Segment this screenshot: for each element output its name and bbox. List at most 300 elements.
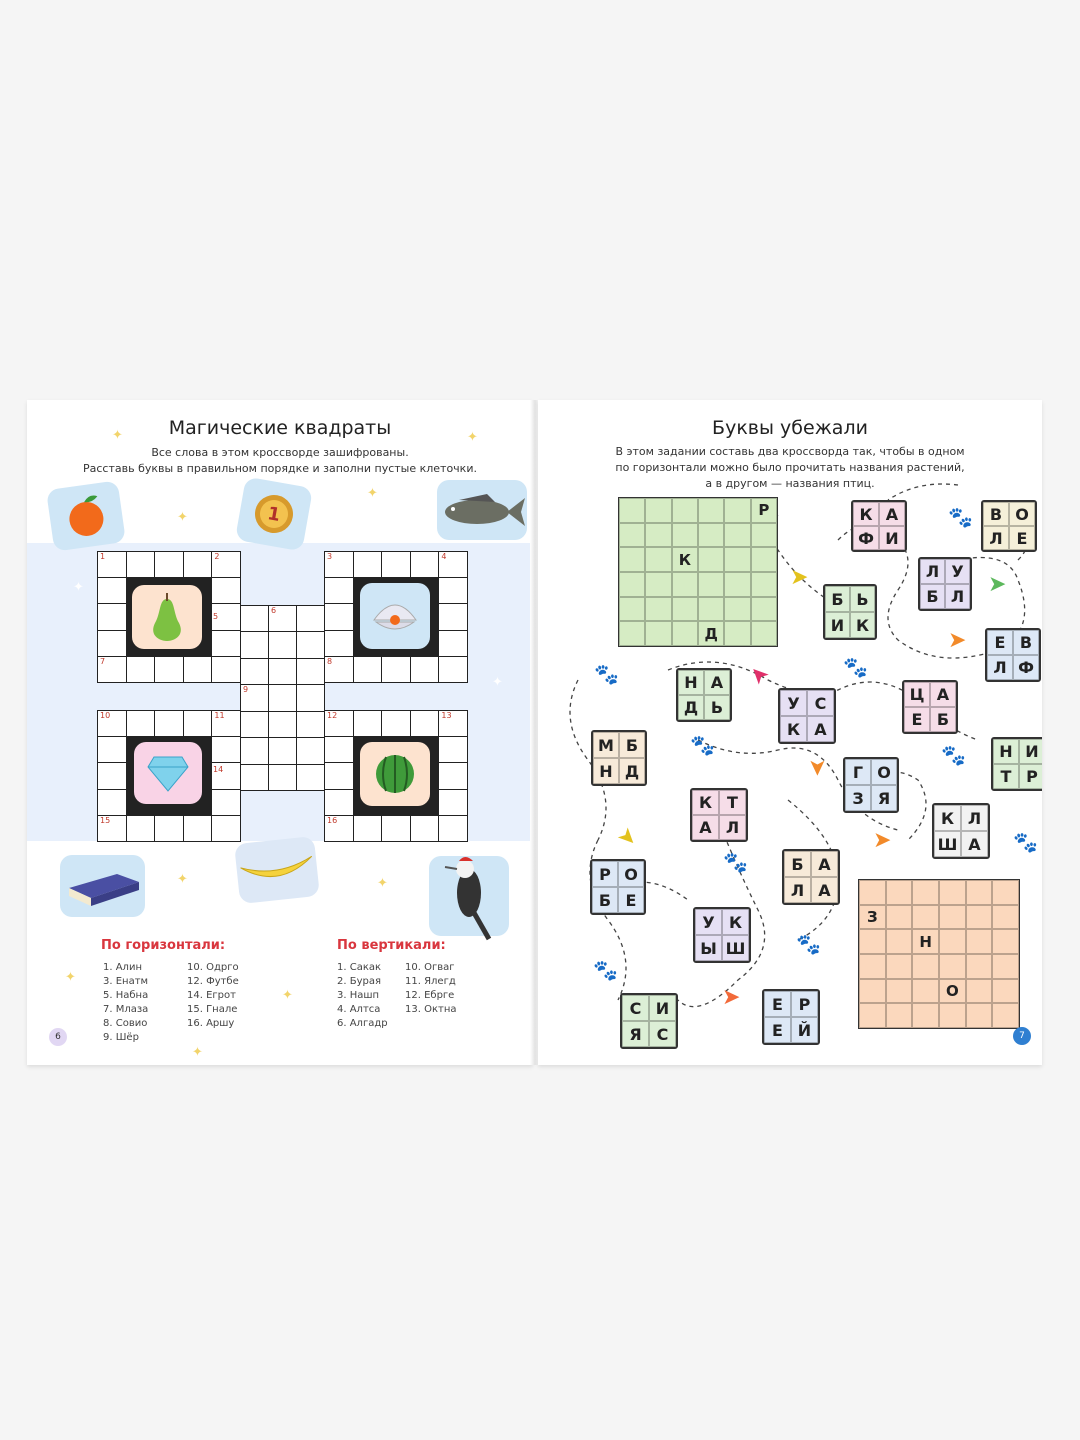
grid-cell[interactable] <box>939 1003 966 1028</box>
tile-letter: Б <box>592 887 618 913</box>
grid-cell[interactable] <box>992 979 1019 1004</box>
tile-letter: Е <box>618 887 644 913</box>
star-icon: ✦ <box>467 430 478 445</box>
grid-cell[interactable] <box>992 929 1019 954</box>
grid-cell[interactable] <box>939 954 966 979</box>
tile-letter: Г <box>845 759 871 785</box>
grid-cell[interactable] <box>859 979 886 1004</box>
grid-cell[interactable] <box>859 929 886 954</box>
crossword-cell[interactable] <box>155 552 183 577</box>
crossword-cell[interactable] <box>325 578 353 603</box>
grid-cell[interactable] <box>912 954 939 979</box>
tile-letter: А <box>704 670 730 695</box>
grid-cell[interactable] <box>645 523 671 548</box>
paw-icon: 🐾 <box>1013 830 1038 854</box>
left-page <box>27 400 533 1065</box>
crossword-cell[interactable] <box>297 659 324 684</box>
grid-cell[interactable] <box>724 572 750 597</box>
right-subtitle-1: В этом задании составь два кроссворда так, чтобы в одном <box>615 445 965 458</box>
grid-cell[interactable] <box>912 905 939 930</box>
crossword-cell[interactable]: 13 <box>439 711 467 736</box>
crossword-cell[interactable] <box>269 765 296 790</box>
grid-cell[interactable] <box>966 880 993 905</box>
star-icon: ✦ <box>73 580 84 595</box>
grid-cell[interactable] <box>724 498 750 523</box>
tile-letter: Е <box>764 1017 791 1043</box>
tile-letter: Н <box>993 739 1019 764</box>
vertical-clues-title: По вертикали: <box>337 938 446 953</box>
tile-letter: С <box>807 690 834 716</box>
tile-letter: В <box>1013 630 1039 655</box>
star-icon: ✦ <box>377 876 388 891</box>
clue-item: 11. Ялегд <box>405 976 456 987</box>
pear-picture <box>132 585 202 649</box>
tile-letter: Е <box>904 707 930 732</box>
tile-letter: В <box>983 502 1009 526</box>
crossword-cell[interactable] <box>269 712 296 737</box>
medal-number: 1 <box>266 502 282 526</box>
tile-letter: Т <box>719 790 746 815</box>
crossword-cell[interactable]: 8 <box>325 657 353 682</box>
plants-grid <box>618 497 778 647</box>
crossword-cell[interactable] <box>155 657 183 682</box>
grid-cell[interactable] <box>886 929 913 954</box>
crossword-cell[interactable] <box>212 578 240 603</box>
page-number: 7 <box>1013 1027 1031 1045</box>
tile-letter: Л <box>961 805 988 831</box>
grid-cell[interactable] <box>939 929 966 954</box>
grid-cell[interactable] <box>886 905 913 930</box>
star-icon: ✦ <box>492 675 503 690</box>
paw-icon: 🐾 <box>723 850 748 874</box>
crossword-cell[interactable] <box>155 816 183 841</box>
crossword-cell[interactable] <box>382 552 410 577</box>
tile-letter: А <box>811 877 838 903</box>
crossword-cell[interactable] <box>354 816 382 841</box>
clue-item: 7. Млаза <box>103 1004 149 1015</box>
vertical-clues-col1 <box>337 961 388 1031</box>
crossword-cell[interactable] <box>98 763 126 788</box>
bird-track-icon: ➤ <box>873 828 892 853</box>
crossword-cell[interactable] <box>155 711 183 736</box>
paw-icon: 🐾 <box>594 662 619 686</box>
tile-letter: Б <box>825 586 850 612</box>
crossword-cell[interactable] <box>269 738 296 763</box>
bird-track-icon: ➤ <box>611 822 643 853</box>
paw-icon: 🐾 <box>593 958 618 982</box>
star-icon: ✦ <box>177 872 188 887</box>
tile-letter: Б <box>619 732 645 758</box>
orange-picture <box>46 480 126 551</box>
letter-tile[interactable] <box>693 907 751 963</box>
grid-cell[interactable]: О <box>939 979 966 1004</box>
tile-letter: М <box>593 732 619 758</box>
crossword-cell[interactable] <box>354 552 382 577</box>
grid-cell[interactable] <box>966 905 993 930</box>
crossword-cell[interactable] <box>411 552 439 577</box>
grid-cell[interactable] <box>724 523 750 548</box>
clue-item: 12. Футбе <box>187 976 239 987</box>
left-page-title: Магические квадраты <box>168 417 392 439</box>
horizontal-clues-title: По горизонтали: <box>101 938 226 953</box>
star-icon: ✦ <box>192 1045 203 1060</box>
book-spread <box>27 400 1053 1076</box>
crossword-cell[interactable]: 16 <box>325 816 353 841</box>
crossword-cell[interactable] <box>382 657 410 682</box>
grid-cell[interactable] <box>992 954 1019 979</box>
tile-letter: У <box>780 690 807 716</box>
grid-cell[interactable] <box>751 621 777 646</box>
paw-icon: 🐾 <box>948 505 973 529</box>
clue-item: 6. Алгадр <box>337 1018 388 1029</box>
right-subtitle-2: по горизонтали можно было прочитать названия растений, <box>615 461 965 474</box>
crossword-cell[interactable] <box>411 657 439 682</box>
diamond-picture <box>134 742 202 804</box>
crossword-cell[interactable] <box>325 763 353 788</box>
crossword-cell[interactable] <box>297 765 324 790</box>
grid-cell[interactable] <box>698 523 724 548</box>
grid-cell[interactable]: З <box>859 905 886 930</box>
grid-cell[interactable] <box>966 929 993 954</box>
grid-cell[interactable] <box>645 547 671 572</box>
crossword-cell[interactable] <box>98 737 126 762</box>
tile-letter: Ш <box>722 935 749 961</box>
shell-pearl-picture <box>360 583 430 649</box>
crossword-cell[interactable] <box>241 632 268 657</box>
crossword-cell[interactable] <box>269 632 296 657</box>
grid-cell[interactable] <box>724 547 750 572</box>
tile-letter: И <box>1019 739 1042 764</box>
tile-letter: Л <box>719 815 746 840</box>
grid-number-5: 5 <box>213 612 219 621</box>
grid-cell[interactable] <box>619 572 645 597</box>
grid-cell[interactable] <box>992 905 1019 930</box>
grid-cell[interactable] <box>912 880 939 905</box>
right-page-title: Буквы убежали <box>712 417 868 439</box>
grid-cell[interactable] <box>645 621 671 646</box>
grid-cell[interactable]: Р <box>751 498 777 523</box>
grid-cell[interactable] <box>939 880 966 905</box>
crossword-cell[interactable] <box>439 604 467 629</box>
crossword-cell[interactable] <box>212 816 240 841</box>
crossword-cell[interactable]: 12 <box>325 711 353 736</box>
grid-cell[interactable] <box>619 523 645 548</box>
tile-letter: А <box>807 716 834 742</box>
tile-letter: Н <box>678 670 704 695</box>
crossword-cell[interactable] <box>212 657 240 682</box>
crossword-cell[interactable]: 10 <box>98 711 126 736</box>
fish-picture <box>437 480 527 540</box>
banana-picture <box>234 836 320 904</box>
grid-cell[interactable] <box>672 621 698 646</box>
paw-icon: 🐾 <box>843 655 868 679</box>
grid-cell[interactable] <box>698 498 724 523</box>
tile-letter: Л <box>784 877 811 903</box>
clue-item: 10. Одрго <box>187 962 239 973</box>
crossword-cell[interactable] <box>98 790 126 815</box>
grid-cell[interactable] <box>859 880 886 905</box>
crossword-cell[interactable] <box>439 737 467 762</box>
star-icon: ✦ <box>65 970 76 985</box>
left-subtitle-2: Расставь буквы в правильном порядке и заполни пустые клеточки. <box>83 462 477 475</box>
tile-letter: Б <box>930 707 956 732</box>
tile-letter: К <box>850 612 875 638</box>
horizontal-clues-col2 <box>187 961 239 1031</box>
crossword-cell[interactable] <box>127 711 155 736</box>
grid-cell[interactable] <box>645 597 671 622</box>
letter-tile[interactable] <box>690 788 748 842</box>
letter-tile[interactable] <box>620 993 678 1049</box>
crossword-cell[interactable] <box>269 685 296 710</box>
star-icon: ✦ <box>367 486 378 501</box>
crossword-cell[interactable] <box>325 790 353 815</box>
crossword-cell[interactable] <box>297 606 324 631</box>
crossword-cell[interactable] <box>297 632 324 657</box>
crossword-cell[interactable] <box>212 737 240 762</box>
bird-track-icon: ➤ <box>804 758 830 777</box>
letter-tile[interactable] <box>981 500 1037 552</box>
tile-letter: И <box>879 526 905 550</box>
bird-track-icon: ➤ <box>988 572 1007 597</box>
grid-cell[interactable]: Д <box>698 621 724 646</box>
grid-cell[interactable] <box>724 621 750 646</box>
tile-letter: Н <box>593 758 619 784</box>
paw-icon: 🐾 <box>941 743 966 767</box>
tile-letter: З <box>845 785 871 811</box>
crossword-cell[interactable] <box>382 816 410 841</box>
crossword-cell[interactable] <box>269 659 296 684</box>
grid-number-14: 14 <box>213 765 224 774</box>
tile-letter: Л <box>983 526 1009 550</box>
grid-cell[interactable] <box>672 597 698 622</box>
tile-letter: У <box>695 909 722 935</box>
grid-cell[interactable] <box>912 979 939 1004</box>
clue-item: 8. Совио <box>103 1018 148 1029</box>
letter-tile[interactable] <box>902 680 958 734</box>
letter-tile[interactable] <box>843 757 899 813</box>
crossword-cell[interactable] <box>297 685 324 710</box>
grid-cell[interactable]: Н <box>912 929 939 954</box>
crossword-cell[interactable] <box>439 657 467 682</box>
bird-track-icon: ➤ <box>948 628 967 653</box>
crossword-cell[interactable] <box>297 738 324 763</box>
tile-letter: Л <box>987 655 1013 680</box>
grid-cell[interactable] <box>619 547 645 572</box>
tile-letter: О <box>618 861 644 887</box>
crossword-block-center <box>240 605 325 791</box>
crossword-cell[interactable] <box>184 657 212 682</box>
crossword-cell[interactable] <box>212 631 240 656</box>
right-page <box>538 400 1042 1065</box>
letter-tile[interactable] <box>918 557 972 611</box>
crossword-cell[interactable] <box>439 631 467 656</box>
bird-track-icon: ➤ <box>743 659 775 690</box>
clue-item: 13. Октна <box>405 1004 457 1015</box>
crossword-cell[interactable]: 6 <box>269 606 296 631</box>
tile-letter: Р <box>592 861 618 887</box>
tile-letter: Е <box>987 630 1013 655</box>
tile-letter: Б <box>920 584 945 609</box>
clue-item: 1. Алин <box>103 962 142 973</box>
tile-letter: Д <box>678 695 704 720</box>
letter-tile[interactable] <box>932 803 990 859</box>
tile-letter: С <box>649 1021 676 1047</box>
crossword-cell[interactable] <box>241 765 268 790</box>
grid-cell[interactable] <box>724 597 750 622</box>
grid-cell[interactable] <box>992 880 1019 905</box>
letter-tile[interactable] <box>591 730 647 786</box>
tile-letter: Е <box>1009 526 1035 550</box>
tile-letter: Ф <box>853 526 879 550</box>
tile-letter: А <box>692 815 719 840</box>
grid-cell[interactable] <box>939 905 966 930</box>
crossword-cell[interactable] <box>184 711 212 736</box>
grid-cell[interactable] <box>859 954 886 979</box>
crossword-cell[interactable] <box>98 631 126 656</box>
crossword-cell[interactable] <box>241 712 268 737</box>
crossword-cell[interactable] <box>212 790 240 815</box>
page-number: 6 <box>49 1028 67 1046</box>
crossword-cell[interactable] <box>98 604 126 629</box>
crossword-cell[interactable]: 9 <box>241 685 268 710</box>
crossword-cell[interactable]: 2 <box>212 552 240 577</box>
tile-letter: Ш <box>934 831 961 857</box>
grid-cell[interactable] <box>672 523 698 548</box>
crossword-cell[interactable] <box>98 578 126 603</box>
tile-letter: А <box>930 682 956 707</box>
crossword-cell[interactable] <box>354 657 382 682</box>
crossword-cell[interactable] <box>127 816 155 841</box>
grid-cell[interactable] <box>859 1003 886 1028</box>
letter-tile[interactable] <box>676 668 732 722</box>
letter-tile[interactable] <box>590 859 646 915</box>
crossword-cell[interactable] <box>354 711 382 736</box>
crossword-cell[interactable] <box>127 552 155 577</box>
grid-cell[interactable] <box>886 1003 913 1028</box>
tile-letter: Л <box>920 559 945 584</box>
letter-tile[interactable] <box>991 737 1042 791</box>
crossword-cell[interactable] <box>184 552 212 577</box>
letter-tile[interactable] <box>782 849 840 905</box>
grid-cell[interactable] <box>698 547 724 572</box>
tile-letter: Р <box>1019 764 1042 789</box>
grid-cell[interactable] <box>645 572 671 597</box>
crossword-cell[interactable] <box>439 578 467 603</box>
crossword-cell[interactable]: 11 <box>212 711 240 736</box>
grid-cell[interactable] <box>992 1003 1019 1028</box>
tile-letter: К <box>692 790 719 815</box>
paw-icon: 🐾 <box>796 932 821 956</box>
crossword-cell[interactable] <box>325 604 353 629</box>
clue-item: 12. Ебрге <box>405 990 455 1001</box>
crossword-cell[interactable] <box>184 816 212 841</box>
clue-item: 3. Нашп <box>337 990 380 1001</box>
crossword-cell[interactable] <box>127 657 155 682</box>
tile-letter: Б <box>784 851 811 877</box>
crossword-cell[interactable]: 4 <box>439 552 467 577</box>
grid-cell[interactable] <box>698 597 724 622</box>
tile-letter: К <box>722 909 749 935</box>
clue-item: 2. Бурая <box>337 976 381 987</box>
grid-cell[interactable] <box>619 498 645 523</box>
grid-cell[interactable] <box>698 572 724 597</box>
grid-cell[interactable] <box>751 572 777 597</box>
letter-tile[interactable] <box>851 500 907 552</box>
tile-letter: Я <box>871 785 897 811</box>
grid-cell[interactable] <box>751 523 777 548</box>
vertical-clues-col2 <box>405 961 456 1017</box>
tile-letter: Л <box>945 584 970 609</box>
grid-cell[interactable] <box>886 954 913 979</box>
crossword-cell[interactable]: 15 <box>98 816 126 841</box>
bird-track-icon: ➤ <box>722 985 741 1010</box>
tile-letter: Ц <box>904 682 930 707</box>
grid-cell[interactable] <box>751 547 777 572</box>
grid-cell[interactable] <box>619 597 645 622</box>
tile-letter: А <box>879 502 905 526</box>
clue-item: 9. Шёр <box>103 1032 139 1043</box>
grid-cell[interactable] <box>672 572 698 597</box>
crossword-cell[interactable] <box>439 816 467 841</box>
crossword-cell[interactable] <box>439 763 467 788</box>
medal-picture <box>235 477 313 552</box>
crossword-cell[interactable]: 1 <box>98 552 126 577</box>
grid-cell[interactable] <box>619 621 645 646</box>
clue-item: 10. Огваг <box>405 962 455 973</box>
grid-cell[interactable] <box>751 597 777 622</box>
tile-letter: А <box>961 831 988 857</box>
crossword-cell[interactable] <box>241 659 268 684</box>
letter-tile[interactable] <box>985 628 1041 682</box>
crossword-cell[interactable] <box>241 606 268 631</box>
letter-tile[interactable] <box>823 584 877 640</box>
clue-item: 3. Енатм <box>103 976 149 987</box>
tile-letter: О <box>871 759 897 785</box>
grid-cell[interactable]: К <box>672 547 698 572</box>
tile-letter: Д <box>619 758 645 784</box>
crossword-cell[interactable] <box>439 790 467 815</box>
tile-letter: Й <box>791 1017 818 1043</box>
crossword-cell[interactable]: 3 <box>325 552 353 577</box>
clue-item: 1. Сакак <box>337 962 382 973</box>
grid-cell[interactable] <box>966 979 993 1004</box>
tile-letter: Ь <box>704 695 730 720</box>
grid-cell[interactable] <box>672 498 698 523</box>
tile-letter: И <box>825 612 850 638</box>
crossword-cell[interactable]: 7 <box>98 657 126 682</box>
grid-cell[interactable] <box>886 979 913 1004</box>
crossword-cell[interactable] <box>382 711 410 736</box>
grid-cell[interactable] <box>886 880 913 905</box>
crossword-cell[interactable] <box>241 738 268 763</box>
birds-grid <box>858 879 1020 1029</box>
crossword-cell[interactable] <box>325 631 353 656</box>
crossword-cell[interactable] <box>297 712 324 737</box>
tile-letter: О <box>1009 502 1035 526</box>
crossword-cell[interactable] <box>325 737 353 762</box>
grid-cell[interactable] <box>966 954 993 979</box>
grid-cell[interactable] <box>966 1003 993 1028</box>
left-subtitle-1: Все слова в этом кроссворде зашифрованы. <box>151 446 409 459</box>
letter-tile[interactable] <box>762 989 820 1045</box>
grid-cell[interactable] <box>912 1003 939 1028</box>
clue-item: 4. Алтса <box>337 1004 381 1015</box>
grid-cell[interactable] <box>645 498 671 523</box>
crossword-cell[interactable] <box>411 816 439 841</box>
star-icon: ✦ <box>177 510 188 525</box>
letter-tile[interactable] <box>778 688 836 744</box>
crossword-cell[interactable] <box>411 711 439 736</box>
